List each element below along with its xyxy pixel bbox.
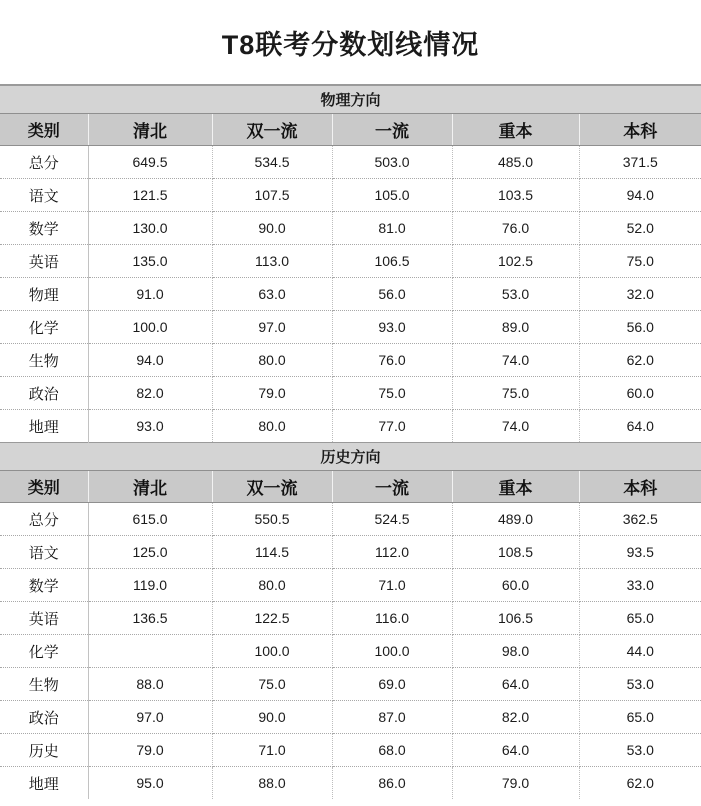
cell-yiliu: 87.0 bbox=[332, 701, 452, 734]
cell-yiliu: 68.0 bbox=[332, 734, 452, 767]
cell-yiliu: 524.5 bbox=[332, 503, 452, 536]
cell-shuangyiliu: 534.5 bbox=[212, 146, 332, 179]
section-header-history bbox=[0, 443, 701, 471]
column-header-yiliu: 一流 bbox=[332, 471, 452, 503]
cell-yiliu: 116.0 bbox=[332, 602, 452, 635]
row-label: 化学 bbox=[0, 635, 88, 668]
score-table-body bbox=[0, 86, 701, 800]
row-label: 总分 bbox=[0, 503, 88, 536]
table-row bbox=[0, 344, 701, 377]
cell-benke: 362.5 bbox=[579, 503, 701, 536]
table-row bbox=[0, 311, 701, 344]
cell-shuangyiliu: 114.5 bbox=[212, 536, 332, 569]
column-header-benke: 本科 bbox=[579, 471, 701, 503]
cell-shuangyiliu: 75.0 bbox=[212, 668, 332, 701]
cell-shuangyiliu: 63.0 bbox=[212, 278, 332, 311]
cell-yiliu: 75.0 bbox=[332, 377, 452, 410]
cell-benke: 33.0 bbox=[579, 569, 701, 602]
row-label: 英语 bbox=[0, 245, 88, 278]
row-label: 数学 bbox=[0, 569, 88, 602]
cell-shuangyiliu: 107.5 bbox=[212, 179, 332, 212]
cell-yiliu: 112.0 bbox=[332, 536, 452, 569]
cell-zhongben: 106.5 bbox=[452, 602, 579, 635]
table-row bbox=[0, 503, 701, 536]
column-header-yiliu: 一流 bbox=[332, 114, 452, 146]
column-header-row-physics bbox=[0, 114, 701, 146]
cell-yiliu: 76.0 bbox=[332, 344, 452, 377]
column-header-zhongben: 重本 bbox=[452, 114, 579, 146]
cell-zhongben: 74.0 bbox=[452, 344, 579, 377]
cell-qingbei: 93.0 bbox=[88, 410, 212, 443]
column-header-shuangyiliu: 双一流 bbox=[212, 114, 332, 146]
table-row bbox=[0, 602, 701, 635]
table-row bbox=[0, 278, 701, 311]
cell-qingbei: 94.0 bbox=[88, 344, 212, 377]
row-label: 英语 bbox=[0, 602, 88, 635]
cell-benke: 53.0 bbox=[579, 668, 701, 701]
cell-qingbei: 130.0 bbox=[88, 212, 212, 245]
column-header-zhongben: 重本 bbox=[452, 471, 579, 503]
cell-qingbei: 95.0 bbox=[88, 767, 212, 800]
cell-zhongben: 103.5 bbox=[452, 179, 579, 212]
cell-shuangyiliu: 88.0 bbox=[212, 767, 332, 800]
cell-zhongben: 64.0 bbox=[452, 668, 579, 701]
cell-zhongben: 108.5 bbox=[452, 536, 579, 569]
column-header-benke: 本科 bbox=[579, 114, 701, 146]
row-label: 物理 bbox=[0, 278, 88, 311]
cell-shuangyiliu: 90.0 bbox=[212, 212, 332, 245]
table-row bbox=[0, 377, 701, 410]
cell-shuangyiliu: 80.0 bbox=[212, 569, 332, 602]
cell-benke: 56.0 bbox=[579, 311, 701, 344]
cell-qingbei: 649.5 bbox=[88, 146, 212, 179]
table-row bbox=[0, 569, 701, 602]
cell-zhongben: 60.0 bbox=[452, 569, 579, 602]
cell-yiliu: 77.0 bbox=[332, 410, 452, 443]
cell-yiliu: 56.0 bbox=[332, 278, 452, 311]
row-label: 政治 bbox=[0, 701, 88, 734]
cell-qingbei: 135.0 bbox=[88, 245, 212, 278]
cell-shuangyiliu: 71.0 bbox=[212, 734, 332, 767]
cell-zhongben: 82.0 bbox=[452, 701, 579, 734]
section-title: 历史方向 bbox=[0, 443, 701, 471]
cell-benke: 64.0 bbox=[579, 410, 701, 443]
column-header-category: 类别 bbox=[0, 114, 88, 146]
table-row bbox=[0, 734, 701, 767]
table-row bbox=[0, 701, 701, 734]
cell-qingbei: 119.0 bbox=[88, 569, 212, 602]
column-header-qingbei: 清北 bbox=[88, 114, 212, 146]
cell-yiliu: 93.0 bbox=[332, 311, 452, 344]
cell-benke: 62.0 bbox=[579, 767, 701, 800]
cell-zhongben: 74.0 bbox=[452, 410, 579, 443]
cell-benke: 53.0 bbox=[579, 734, 701, 767]
cell-qingbei: 82.0 bbox=[88, 377, 212, 410]
cell-zhongben: 75.0 bbox=[452, 377, 579, 410]
table-row bbox=[0, 245, 701, 278]
cell-qingbei: 136.5 bbox=[88, 602, 212, 635]
cell-benke: 32.0 bbox=[579, 278, 701, 311]
cell-qingbei: 615.0 bbox=[88, 503, 212, 536]
cell-benke: 44.0 bbox=[579, 635, 701, 668]
row-label: 语文 bbox=[0, 179, 88, 212]
row-label: 政治 bbox=[0, 377, 88, 410]
cell-benke: 60.0 bbox=[579, 377, 701, 410]
cell-shuangyiliu: 80.0 bbox=[212, 344, 332, 377]
cell-qingbei: 97.0 bbox=[88, 701, 212, 734]
cell-shuangyiliu: 79.0 bbox=[212, 377, 332, 410]
row-label: 生物 bbox=[0, 668, 88, 701]
cell-qingbei: 88.0 bbox=[88, 668, 212, 701]
row-label: 化学 bbox=[0, 311, 88, 344]
table-row bbox=[0, 410, 701, 443]
cell-benke: 62.0 bbox=[579, 344, 701, 377]
document-title-bar bbox=[0, 0, 701, 85]
cell-yiliu: 71.0 bbox=[332, 569, 452, 602]
row-label: 数学 bbox=[0, 212, 88, 245]
table-row bbox=[0, 212, 701, 245]
cell-qingbei: 100.0 bbox=[88, 311, 212, 344]
row-label: 总分 bbox=[0, 146, 88, 179]
cell-zhongben: 485.0 bbox=[452, 146, 579, 179]
column-header-shuangyiliu: 双一流 bbox=[212, 471, 332, 503]
cell-qingbei: 125.0 bbox=[88, 536, 212, 569]
cell-shuangyiliu: 80.0 bbox=[212, 410, 332, 443]
cell-qingbei: 121.5 bbox=[88, 179, 212, 212]
cell-zhongben: 102.5 bbox=[452, 245, 579, 278]
cell-benke: 93.5 bbox=[579, 536, 701, 569]
cell-shuangyiliu: 100.0 bbox=[212, 635, 332, 668]
page-title: T8联考分数划线情况 bbox=[221, 29, 480, 60]
row-label: 历史 bbox=[0, 734, 88, 767]
cell-benke: 65.0 bbox=[579, 701, 701, 734]
cell-benke: 75.0 bbox=[579, 245, 701, 278]
row-label: 地理 bbox=[0, 410, 88, 443]
column-header-category: 类别 bbox=[0, 471, 88, 503]
row-label: 生物 bbox=[0, 344, 88, 377]
cell-yiliu: 105.0 bbox=[332, 179, 452, 212]
cell-yiliu: 100.0 bbox=[332, 635, 452, 668]
section-title: 物理方向 bbox=[0, 86, 701, 114]
cell-yiliu: 81.0 bbox=[332, 212, 452, 245]
cell-shuangyiliu: 550.5 bbox=[212, 503, 332, 536]
cell-qingbei bbox=[88, 635, 212, 668]
section-header-physics bbox=[0, 86, 701, 114]
cell-yiliu: 106.5 bbox=[332, 245, 452, 278]
column-header-qingbei: 清北 bbox=[88, 471, 212, 503]
score-table bbox=[0, 85, 701, 799]
cell-shuangyiliu: 90.0 bbox=[212, 701, 332, 734]
cell-yiliu: 503.0 bbox=[332, 146, 452, 179]
cell-zhongben: 98.0 bbox=[452, 635, 579, 668]
table-row bbox=[0, 536, 701, 569]
cell-qingbei: 79.0 bbox=[88, 734, 212, 767]
cell-zhongben: 53.0 bbox=[452, 278, 579, 311]
cell-zhongben: 89.0 bbox=[452, 311, 579, 344]
cell-zhongben: 76.0 bbox=[452, 212, 579, 245]
cell-yiliu: 86.0 bbox=[332, 767, 452, 800]
cell-yiliu: 69.0 bbox=[332, 668, 452, 701]
cell-zhongben: 64.0 bbox=[452, 734, 579, 767]
table-row bbox=[0, 146, 701, 179]
table-row bbox=[0, 179, 701, 212]
cell-benke: 65.0 bbox=[579, 602, 701, 635]
table-row bbox=[0, 767, 701, 800]
cell-shuangyiliu: 113.0 bbox=[212, 245, 332, 278]
cell-shuangyiliu: 122.5 bbox=[212, 602, 332, 635]
cell-benke: 94.0 bbox=[579, 179, 701, 212]
column-header-row-history bbox=[0, 471, 701, 503]
cell-benke: 371.5 bbox=[579, 146, 701, 179]
table-row bbox=[0, 635, 701, 668]
cell-zhongben: 79.0 bbox=[452, 767, 579, 800]
cell-qingbei: 91.0 bbox=[88, 278, 212, 311]
row-label: 语文 bbox=[0, 536, 88, 569]
table-row bbox=[0, 668, 701, 701]
cell-zhongben: 489.0 bbox=[452, 503, 579, 536]
cell-benke: 52.0 bbox=[579, 212, 701, 245]
row-label: 地理 bbox=[0, 767, 88, 800]
cell-shuangyiliu: 97.0 bbox=[212, 311, 332, 344]
